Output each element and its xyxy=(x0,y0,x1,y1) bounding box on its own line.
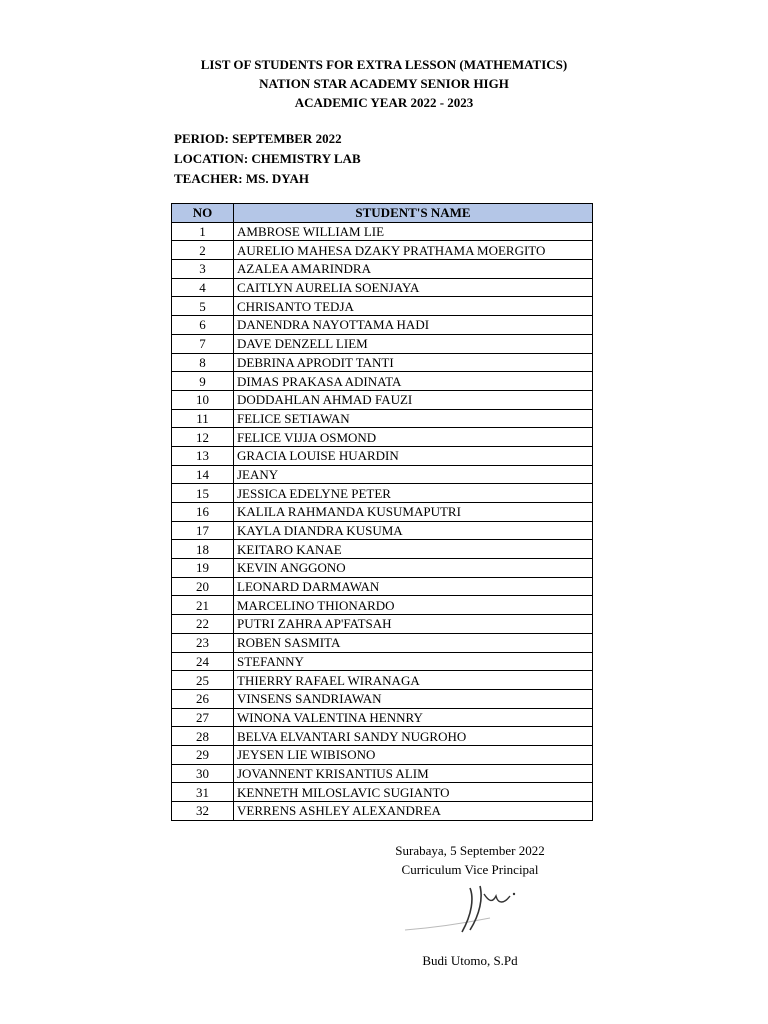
student-name: FELICE VIJJA OSMOND xyxy=(234,428,593,447)
closing-block xyxy=(380,841,560,879)
table-row xyxy=(172,633,593,652)
student-name: LEONARD DARMAWAN xyxy=(234,577,593,596)
student-name: VERRENS ASHLEY ALEXANDREA xyxy=(234,802,593,821)
table-row xyxy=(172,390,593,409)
student-name: AZALEA AMARINDRA xyxy=(234,260,593,279)
location-label: LOCATION: CHEMISTRY LAB xyxy=(174,151,361,166)
row-number: 16 xyxy=(172,503,234,522)
table-row xyxy=(172,428,593,447)
row-number: 3 xyxy=(172,260,234,279)
row-number: 1 xyxy=(172,222,234,241)
student-name: AMBROSE WILLIAM LIE xyxy=(234,222,593,241)
signer-name: Budi Utomo, S.Pd xyxy=(422,953,518,968)
table-row xyxy=(172,297,593,316)
row-number: 7 xyxy=(172,334,234,353)
table-row xyxy=(172,521,593,540)
table-row xyxy=(172,353,593,372)
table-row xyxy=(172,260,593,279)
row-number: 13 xyxy=(172,446,234,465)
student-name: KAYLA DIANDRA KUSUMA xyxy=(234,521,593,540)
student-name: GRACIA LOUISE HUARDIN xyxy=(234,446,593,465)
table-row xyxy=(172,241,593,260)
table-row xyxy=(172,484,593,503)
student-name: BELVA ELVANTARI SANDY NUGROHO xyxy=(234,727,593,746)
student-name: DAVE DENZELL LIEM xyxy=(234,334,593,353)
student-name: DANENDRA NAYOTTAMA HADI xyxy=(234,316,593,335)
row-number: 25 xyxy=(172,671,234,690)
signer-role: Curriculum Vice Principal xyxy=(401,862,539,877)
student-name: ROBEN SASMITA xyxy=(234,633,593,652)
student-name: WINONA VALENTINA HENNRY xyxy=(234,708,593,727)
row-number: 15 xyxy=(172,484,234,503)
student-name: KENNETH MILOSLAVIC SUGIANTO xyxy=(234,783,593,802)
student-name: FELICE SETIAWAN xyxy=(234,409,593,428)
row-number: 27 xyxy=(172,708,234,727)
row-number: 28 xyxy=(172,727,234,746)
table-row xyxy=(172,409,593,428)
row-number: 30 xyxy=(172,764,234,783)
document-header xyxy=(0,55,768,112)
row-number: 17 xyxy=(172,521,234,540)
row-number: 18 xyxy=(172,540,234,559)
row-number: 31 xyxy=(172,783,234,802)
row-number: 5 xyxy=(172,297,234,316)
row-number: 6 xyxy=(172,316,234,335)
row-number: 23 xyxy=(172,633,234,652)
table-row xyxy=(172,316,593,335)
student-name: JEANY xyxy=(234,465,593,484)
table-row xyxy=(172,727,593,746)
table-row xyxy=(172,764,593,783)
table-row xyxy=(172,783,593,802)
student-name: KEVIN ANGGONO xyxy=(234,559,593,578)
table-row xyxy=(172,372,593,391)
row-number: 19 xyxy=(172,559,234,578)
table-row xyxy=(172,689,593,708)
table-row xyxy=(172,596,593,615)
student-name: JEYSEN LIE WIBISONO xyxy=(234,745,593,764)
student-name: STEFANNY xyxy=(234,652,593,671)
lesson-info xyxy=(174,129,361,189)
table-row xyxy=(172,577,593,596)
row-number: 12 xyxy=(172,428,234,447)
table-row xyxy=(172,615,593,634)
student-name: CAITLYN AURELIA SOENJAYA xyxy=(234,278,593,297)
student-rows xyxy=(172,222,593,820)
school-name: NATION STAR ACADEMY SENIOR HIGH xyxy=(259,76,509,91)
student-name: CHRISANTO TEDJA xyxy=(234,297,593,316)
teacher-label: TEACHER: MS. DYAH xyxy=(174,171,309,186)
table-row xyxy=(172,652,593,671)
table-row xyxy=(172,334,593,353)
column-header-no: NO xyxy=(172,204,234,223)
table-row xyxy=(172,745,593,764)
student-name: VINSENS SANDRIAWAN xyxy=(234,689,593,708)
column-header-name: STUDENT'S NAME xyxy=(234,204,593,223)
row-number: 11 xyxy=(172,409,234,428)
student-name: PUTRI ZAHRA AP'FATSAH xyxy=(234,615,593,634)
student-name: KALILA RAHMANDA KUSUMAPUTRI xyxy=(234,503,593,522)
row-number: 9 xyxy=(172,372,234,391)
table-row xyxy=(172,222,593,241)
academic-year: ACADEMIC YEAR 2022 - 2023 xyxy=(294,95,474,110)
student-name: MARCELINO THIONARDO xyxy=(234,596,593,615)
table-row xyxy=(172,465,593,484)
student-name: DIMAS PRAKASA ADINATA xyxy=(234,372,593,391)
row-number: 14 xyxy=(172,465,234,484)
row-number: 20 xyxy=(172,577,234,596)
student-table xyxy=(171,203,593,821)
row-number: 26 xyxy=(172,689,234,708)
table-row xyxy=(172,671,593,690)
document-title: LIST OF STUDENTS FOR EXTRA LESSON (MATHEMATICS) xyxy=(200,57,568,72)
student-name: KEITARO KANAE xyxy=(234,540,593,559)
student-name: THIERRY RAFAEL WIRANAGA xyxy=(234,671,593,690)
student-name: JESSICA EDELYNE PETER xyxy=(234,484,593,503)
table-row xyxy=(172,708,593,727)
row-number: 22 xyxy=(172,615,234,634)
place-date: Surabaya, 5 September 2022 xyxy=(395,843,545,858)
row-number: 8 xyxy=(172,353,234,372)
row-number: 4 xyxy=(172,278,234,297)
signature-image xyxy=(400,880,540,940)
student-name: DEBRINA APRODIT TANTI xyxy=(234,353,593,372)
table-row xyxy=(172,802,593,821)
row-number: 29 xyxy=(172,745,234,764)
row-number: 21 xyxy=(172,596,234,615)
period-label: PERIOD: SEPTEMBER 2022 xyxy=(174,131,342,146)
table-row xyxy=(172,446,593,465)
table-row xyxy=(172,503,593,522)
table-row xyxy=(172,278,593,297)
row-number: 2 xyxy=(172,241,234,260)
row-number: 24 xyxy=(172,652,234,671)
table-row xyxy=(172,559,593,578)
student-name: DODDAHLAN AHMAD FAUZI xyxy=(234,390,593,409)
student-name: JOVANNENT KRISANTIUS ALIM xyxy=(234,764,593,783)
student-name: AURELIO MAHESA DZAKY PRATHAMA MOERGITO xyxy=(234,241,593,260)
row-number: 32 xyxy=(172,802,234,821)
table-header-row xyxy=(172,204,593,223)
table-row xyxy=(172,540,593,559)
row-number: 10 xyxy=(172,390,234,409)
